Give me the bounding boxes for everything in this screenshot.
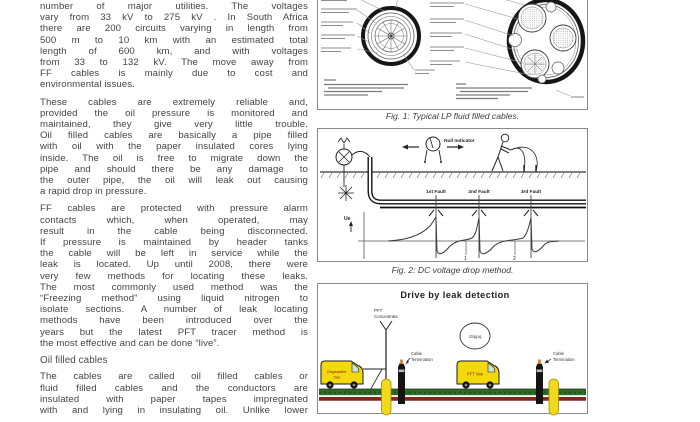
ground-surface bbox=[320, 172, 586, 178]
text-line: inside. The oil is free to migrate down the bbox=[40, 152, 308, 164]
figure-2-caption: Fig. 2: DC voltage drop method. bbox=[391, 265, 514, 275]
text-line: length of 600 km, and with voltages bbox=[40, 45, 308, 57]
grass-strip bbox=[319, 389, 586, 400]
null-indicator-label: Null Indicator bbox=[444, 139, 475, 144]
text-line: from 33 to 132 kV. The move away from bbox=[40, 57, 308, 69]
cable-termination-left bbox=[398, 360, 405, 405]
right-arrow-icon bbox=[447, 145, 464, 150]
figure-1-panel bbox=[317, 0, 588, 110]
svg-text:15ppq: 15ppq bbox=[468, 334, 482, 339]
text-line: provided the oil pressure is monitored and bbox=[40, 107, 308, 119]
ue-axis-label: Ue bbox=[344, 216, 351, 222]
cable-termination-right-label bbox=[545, 351, 576, 364]
zero-cross-2: 2 bbox=[513, 256, 516, 262]
text-line: years but the latest PFT tracer method is bbox=[40, 326, 308, 338]
text-line: maintained, they give very little trouble. bbox=[40, 119, 308, 131]
text-line: 500 m to 10 km with an estimated total bbox=[40, 34, 308, 46]
text-line: vary from 33 kV to 275 kV . In South Africa bbox=[40, 12, 308, 24]
svg-text:PFT: PFT bbox=[374, 308, 383, 313]
buried-cable-pipe bbox=[370, 157, 586, 208]
three-core-cross-section bbox=[509, 0, 584, 83]
figure-2-panel bbox=[317, 128, 588, 262]
text-line: fluid filled cables and the conductors are bbox=[40, 382, 308, 394]
text-line: “Freezing method” using liquid nitrogen to bbox=[40, 293, 308, 305]
text-line: These cables are extremely reliable and, bbox=[40, 96, 308, 108]
earth-electrode-star-icon bbox=[338, 185, 354, 201]
fig1-left-notes-stub bbox=[324, 80, 408, 95]
svg-text:Van: Van bbox=[333, 374, 341, 380]
text-line: very few methods for locating these leaks. bbox=[40, 270, 308, 282]
fig1-right-notes-stub bbox=[456, 84, 532, 99]
text-line: there are 200 circuits varying in length from bbox=[40, 23, 308, 35]
svg-text:2nd Fault: 2nd Fault bbox=[468, 190, 490, 195]
text-line: The most commonly used method was the bbox=[40, 281, 308, 293]
text-line: isolate sections. A number of leak locating bbox=[40, 304, 308, 316]
left-arrow-icon bbox=[402, 145, 419, 150]
text-line: with oil with the paper insulated cores lying bbox=[40, 141, 308, 153]
dc-source-icon bbox=[336, 138, 370, 187]
null-indicator-meter bbox=[424, 137, 475, 163]
text-line: leak is located. Up until 2008, there were bbox=[40, 259, 308, 271]
subheading-oil-filled-cables: Oil filled cables bbox=[40, 355, 108, 367]
svg-text:Cable: Cable bbox=[411, 351, 422, 356]
svg-text:1st Fault: 1st Fault bbox=[426, 190, 446, 195]
fig1-drawing bbox=[318, 0, 587, 109]
svg-text:Concentrate: Concentrate bbox=[374, 314, 398, 319]
text-line: the most effective and can be done “live”. bbox=[40, 337, 220, 349]
text-line: FF cables is mainly due to cost and bbox=[40, 68, 308, 80]
text-line: a rapid drop in pressure. bbox=[40, 186, 147, 198]
fig2-drawing bbox=[318, 129, 587, 261]
pft-van bbox=[457, 361, 499, 389]
voltage-graph bbox=[344, 212, 585, 262]
text-line: pipe and should there be any damage to bbox=[40, 163, 308, 175]
svg-text:3rd Fault: 3rd Fault bbox=[520, 190, 542, 195]
buried-cable-red-band bbox=[319, 397, 586, 400]
pft-concentrate-label bbox=[374, 308, 398, 319]
ppq-reading-bubble bbox=[460, 323, 490, 349]
svg-text:Termination: Termination bbox=[553, 357, 575, 362]
paragraph-oil-filled-intro bbox=[40, 371, 308, 416]
single-core-cross-section bbox=[363, 8, 419, 64]
text-line: environmental issues. bbox=[40, 79, 135, 91]
text-line: The cables are called oil filled cables or bbox=[40, 371, 308, 383]
figure-3-panel bbox=[317, 283, 588, 414]
figure-1-caption: Fig. 1: Typical LP fluid filled cables. bbox=[385, 111, 520, 121]
text-line: insulated with paper tapes impregnated bbox=[40, 393, 308, 405]
text-line: Oil filled cables are basically a pipe filled bbox=[40, 130, 308, 142]
fig3-title: Drive by leak detection bbox=[400, 290, 510, 300]
text-line: methods have been introduced over the bbox=[40, 315, 308, 327]
cable-termination-right bbox=[536, 360, 543, 405]
pft-van-label: PFT Van bbox=[466, 371, 484, 377]
core-segments bbox=[525, 54, 545, 74]
text-line: If pressure is maintained by header tanks bbox=[40, 237, 308, 249]
text-line: contacts which, when operated, may bbox=[40, 214, 308, 226]
walking-person-figure bbox=[492, 134, 537, 172]
text-line: number of major utilities. The voltages bbox=[40, 1, 308, 12]
paragraph-reliability bbox=[40, 97, 308, 198]
bollard-left bbox=[382, 379, 392, 415]
paragraph-pressure-alarm bbox=[40, 203, 308, 349]
bollard-right bbox=[549, 379, 559, 415]
voltage-curve bbox=[388, 217, 559, 254]
text-line: with and lying in insulating oil. Unlike lower bbox=[40, 404, 308, 416]
svg-text:Cable: Cable bbox=[553, 351, 564, 356]
text-line: FF cables are protected with pressure alarm bbox=[40, 203, 308, 215]
degassifier-van-label: Degassifier bbox=[327, 369, 347, 374]
cable-termination-left-label bbox=[406, 351, 434, 365]
zero-cross-1: 1 bbox=[464, 256, 467, 262]
degassifier-van bbox=[321, 361, 363, 389]
text-line: the cable will be left in service while the bbox=[40, 248, 308, 260]
text-line: result in the cable being disconnected. bbox=[40, 225, 308, 237]
paragraph-utilities bbox=[40, 1, 308, 91]
text-line: the outer pipe, the oil will leak out causing bbox=[40, 175, 308, 187]
svg-text:Termination: Termination bbox=[411, 357, 433, 362]
text-column bbox=[40, 1, 308, 422]
fig3-drawing bbox=[318, 284, 587, 413]
